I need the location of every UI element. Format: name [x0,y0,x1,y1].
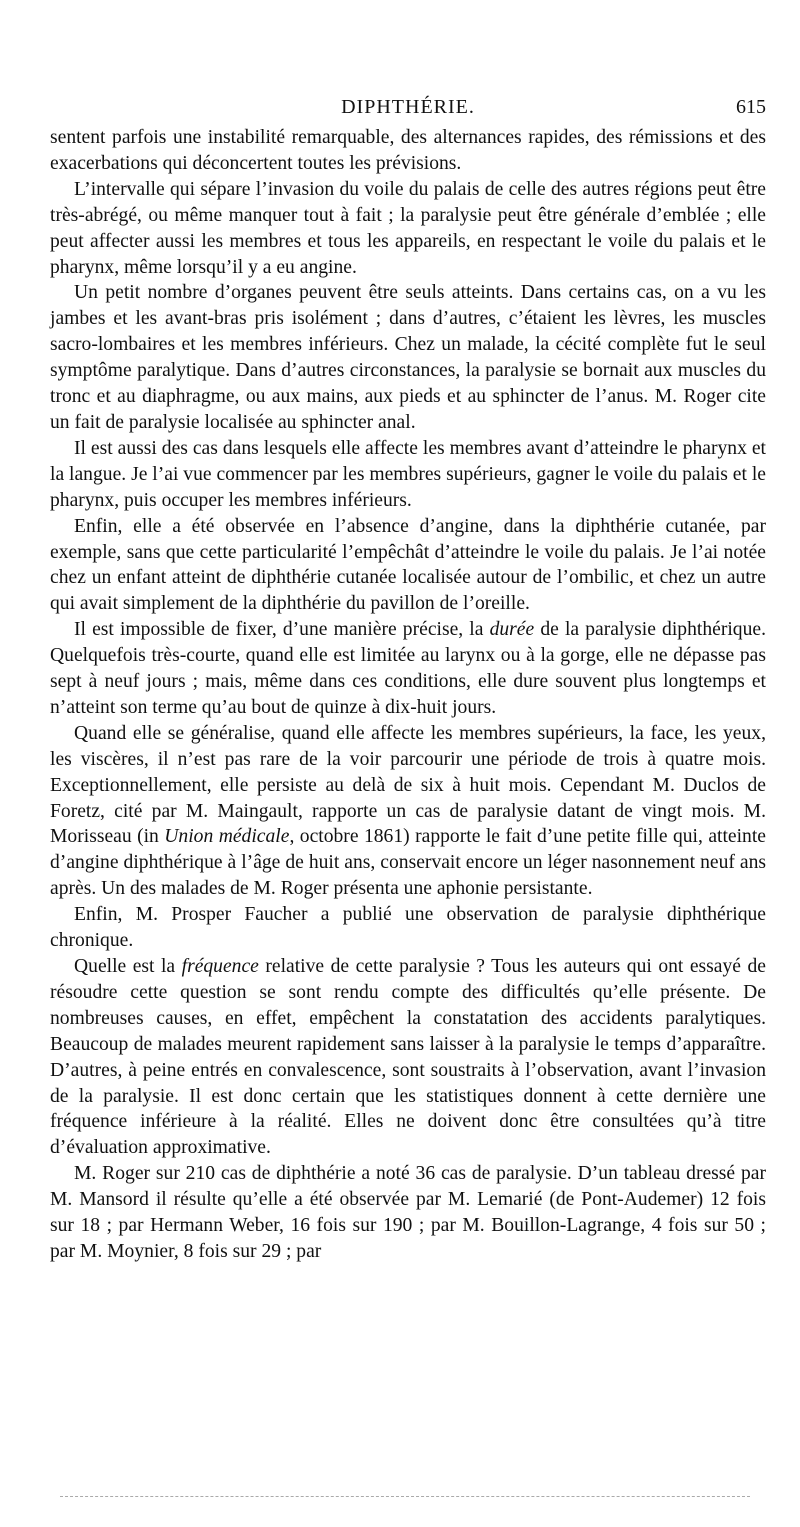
paragraph-generalized-start: Quand elle se généralise, quand elle affecte les membres supérieurs, la face, les yeux, les viscères, il n’est pas rare de la voir parcourir une période de trois à quatre mois. Exceptionnellement, elle persiste au delà de six à huit mois. Cependant M. Duclos de Foretz, cité par M. Maingault, rapporte un cas de paralysie datant de vingt mois. M. Morisseau (in [50,722,766,848]
paragraph-statistics: M. Roger sur 210 cas de diphthérie a noté 36 cas de paralysie. D’un tableau dressé par M. Mansord il résulte qu’elle a été observée par M. Lemarié (de Pont-Audemer) 12 fois sur 18 ; par Hermann Weber, 16 fois sur 190 ; par M. Bouillon-Lagrange, 4 fois sur 50 ; par M. Moynier, 8 fois sur 29 ; par [50,1163,766,1262]
frequency-term: fréquence [181,956,259,977]
paragraph-frequency [50,954,766,1161]
duration-term: durée [489,619,535,641]
paragraph-duration [50,617,766,721]
paragraph-frequency-end: relative de cette paralysie ? Tous les auteurs qui ont essayé de résoudre cette question se sont rendu compte des difficultés qu’elle présente. De nombreuses causes, en effet, empêchent la constatation des accidents paralytiques. Beaucoup de malades meurent rapidement sans laisser à la paralysie le temps d’apparaître. D’autres, à peine entrés en convalescence, sont soustraits à l’observation, avant l’invasion de la paralysie. Il est donc certain que les statistiques donnent à cette dernière une fréquence inférieure à la réalité. Elles ne doivent donc être consultées qu’à titre d’évaluation approximative. [50,956,766,1159]
paragraph-generalized-end: , octobre 1861) rapporte le fait d’une petite fille qui, atteinte d’angine diphthérique à l’âge de huit ans, conservait encore un léger nasonnement neuf ans après. Un des malades de M. Roger présenta une aphonie persistante. [50,826,766,900]
paragraph-chronic: Enfin, M. Prosper Faucher a publié une observation de paralysie diphthérique chronique. [50,904,766,952]
body-text [50,125,766,1265]
paragraph-cutaneous: Enfin, elle a été observée en l’absence d’angine, dans la diphthérie cutanée, par exemple, sans que cette particularité l’empêchât d’atteindre le voile du palais. Je l’ai notée chez un enfant atteint de diphthérie cutanée localisée autour de l’ombilic, et chez un autre qui avait simplement de la diphthérie du pavillon de l’oreille. [50,515,766,615]
paragraph-continuation: sentent parfois une instabilité remarquable, des alternances rapides, des rémissions et des exacerbations qui déconcertent toutes les prévisions. [50,127,766,174]
running-head [50,92,766,122]
bottom-rule [60,1496,750,1497]
journal-title: Union médicale [164,826,290,848]
paragraph-organs: Un petit nombre d’organes peuvent être seuls atteints. Dans certains cas, on a vu les jambes et les avant-bras pris isolément ; dans d’autres, c’étaient les lèvres, les muscles sacro-lombaires et les membres inférieurs. Chez un malade, la cécité complète fut le seul symptôme paralytique. Dans d’autres circonstances, la paralysie se bornait aux muscles du tronc et au diaphragme, ou aux mains, aux pieds et au sphincter de l’anus. M. Roger cite un fait de paralysie localisée au sphincter anal. [50,282,766,433]
paragraph-generalized [50,721,766,902]
page-number: 615 [736,96,766,118]
paragraph-interval: L’intervalle qui sépare l’invasion du voile du palais de celle des autres régions peut être très-abrégé, ou même manquer tout à fait ; la paralysie peut être générale d’emblée ; elle peut affecter aussi les membres et tous les appareils, en respectant le voile du palais et le pharynx, même lorsqu’il y a eu angine. [50,178,766,278]
paragraph-duration-end: de la paralysie diphthérique. Quelquefois très-courte, quand elle est limitée au larynx ou à la gorge, elle ne dépasse pas sept à neuf jours ; mais, même dans ces conditions, elle dure souvent plus longtemps et n’atteint son terme qu’au bout de quinze à dix-huit jours. [50,619,766,718]
running-title: DIPHTHÉRIE. [341,96,475,118]
paragraph-frequency-start: Quelle est la [74,956,182,977]
paragraph-duration-start: Il est impossible de fixer, d’une manière précise, la [74,619,490,641]
paragraph-limbs-first: Il est aussi des cas dans lesquels elle affecte les membres avant d’atteindre le pharynx et la langue. Je l’ai vue commencer par les membres supérieurs, gagner le voile du palais et le pharynx, puis occuper les membres inférieurs. [50,437,766,511]
